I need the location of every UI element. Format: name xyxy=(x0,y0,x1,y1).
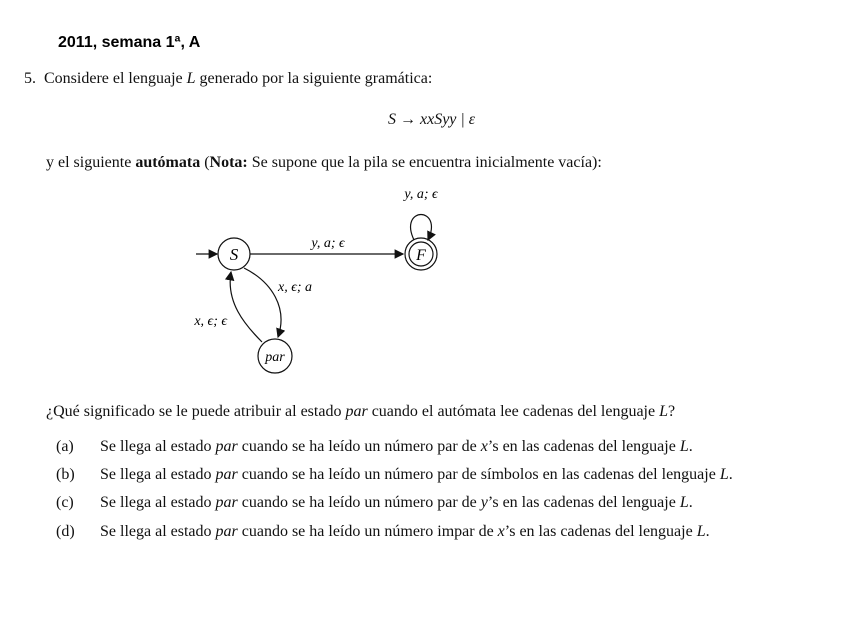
option-state: par xyxy=(215,466,238,483)
option-state: par xyxy=(215,523,238,540)
option-b[interactable] xyxy=(56,466,733,484)
problem-statement xyxy=(24,70,432,88)
option-letter: (a) xyxy=(56,438,74,455)
transition-par-s-label: x, ϵ; ϵ xyxy=(194,314,227,329)
option-text: ’s en las cadenas del lenguaje xyxy=(487,494,680,511)
statement-before: Considere el lenguaje xyxy=(44,70,187,87)
option-symbol: y xyxy=(480,494,488,511)
option-letter: (b) xyxy=(56,466,75,483)
option-text: ’s en las cadenas del lenguaje xyxy=(504,523,697,540)
option-state: par xyxy=(215,438,238,455)
option-text: . xyxy=(688,494,693,511)
note-text: Se supone que la pila se encuentra inicialmente vacía): xyxy=(247,154,602,171)
transition-par-s xyxy=(230,272,262,342)
grammar-rule: S → xxSyy | ε xyxy=(388,111,476,128)
option-letter: (d) xyxy=(56,523,75,540)
statement-after: generado por la siguiente gramática: xyxy=(195,70,433,87)
option-text: cuando se ha leído un número par de xyxy=(237,494,481,511)
question-middle: cuando el autómata lee cadenas del lenguaje xyxy=(367,403,660,420)
option-symbol: x xyxy=(497,523,505,540)
option-text: Se llega al estado xyxy=(100,466,216,483)
option-text: ’s en las cadenas del lenguaje xyxy=(487,438,680,455)
option-lang: L xyxy=(679,494,689,511)
state-s-label: S xyxy=(229,245,239,264)
transition-s-par-label: x, ϵ; a xyxy=(278,280,313,295)
automaton-intro xyxy=(46,154,602,172)
option-symbol: x xyxy=(480,438,488,455)
option-text: Se llega al estado xyxy=(100,523,216,540)
automaton-diagram xyxy=(180,180,480,380)
transition-s-f-label: y, a; ϵ xyxy=(311,236,345,251)
question xyxy=(46,403,675,421)
option-c[interactable] xyxy=(56,494,693,512)
option-lang: L xyxy=(719,466,729,483)
option-text: Se llega al estado xyxy=(100,494,216,511)
option-text: . xyxy=(728,466,733,483)
transition-s-par xyxy=(244,268,281,337)
intro-paren: ( xyxy=(200,154,210,171)
option-lang: L xyxy=(679,438,689,455)
question-end: ? xyxy=(668,403,676,420)
question-lang: L xyxy=(659,403,669,420)
automaton-svg xyxy=(180,180,480,380)
problem-number: 5. xyxy=(24,70,36,87)
question-state: par xyxy=(345,403,368,420)
option-state: par xyxy=(215,494,238,511)
statement-var: L xyxy=(186,70,196,87)
option-text: cuando se ha leído un número par de xyxy=(237,438,481,455)
option-letter: (c) xyxy=(56,494,74,511)
question-before: ¿Qué significado se le puede atribuir al estado xyxy=(46,403,346,420)
option-text: . xyxy=(705,523,710,540)
option-d[interactable] xyxy=(56,523,710,541)
page-header: 2011, semana 1ª, A xyxy=(58,34,201,51)
option-text: cuando se ha leído un número par de símbolos en las cadenas del lenguaje xyxy=(237,466,720,483)
intro-prefix: y el siguiente xyxy=(46,154,136,171)
option-lang: L xyxy=(696,523,706,540)
note-label: Nota: xyxy=(209,154,248,171)
state-f-label: F xyxy=(416,247,426,264)
intro-bold-word: autómata xyxy=(135,154,201,171)
option-text: cuando se ha leído un número impar de xyxy=(237,523,498,540)
transition-f-f xyxy=(411,215,432,241)
option-text: Se llega al estado xyxy=(100,438,216,455)
option-a[interactable] xyxy=(56,438,693,456)
option-text: . xyxy=(688,438,693,455)
state-par-label: par xyxy=(265,350,285,365)
transition-f-f-label: y, a; ϵ xyxy=(404,187,438,202)
